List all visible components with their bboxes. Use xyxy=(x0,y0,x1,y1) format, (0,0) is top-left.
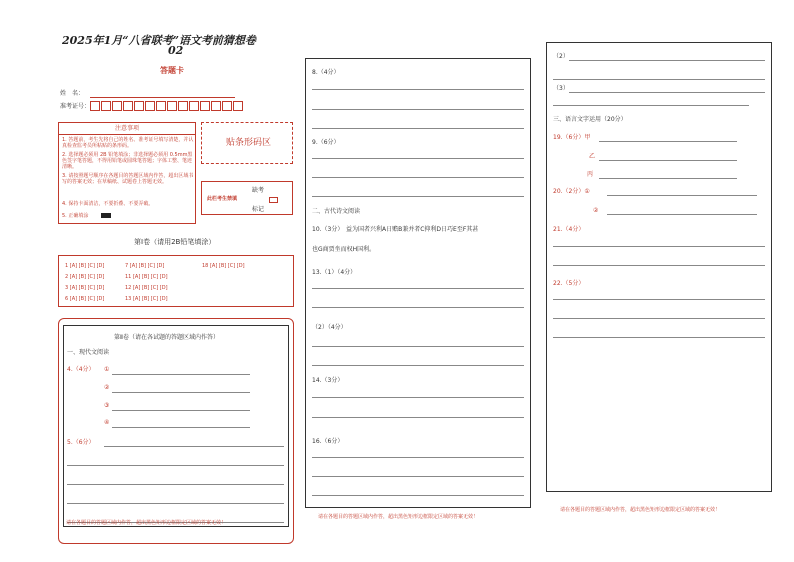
section-classical: 二、古代诗文阅读 xyxy=(312,208,361,215)
notice-item-4: 4. 保持卡面清洁，不要折叠、不要弄破。 xyxy=(62,201,154,207)
mc-row-12[interactable]: 12 [A] [B] [C] [D] xyxy=(125,285,168,291)
q13-1-line-1[interactable] xyxy=(312,288,524,289)
q16-line-2[interactable] xyxy=(312,476,524,477)
q9-line-3[interactable] xyxy=(312,196,524,197)
q5-line-1[interactable] xyxy=(104,446,284,447)
notice-item-3: 3. 请按照题号顺序在各题目的答题区域内作答，超出区域书写的答案无效；在草稿纸、试题卷上答题无效。 xyxy=(62,173,194,185)
mc-row-1[interactable]: 1 [A] [B] [C] [D] xyxy=(65,263,105,269)
q9-line-2[interactable] xyxy=(312,177,524,178)
q20-item-2: ② xyxy=(593,207,599,214)
part1-box xyxy=(58,255,294,307)
q5-line-3[interactable] xyxy=(67,484,284,485)
q8-line-2[interactable] xyxy=(312,109,524,110)
q8-line-3[interactable] xyxy=(312,128,524,129)
mc-row-11[interactable]: 11 [A] [B] [C] [D] xyxy=(125,274,168,280)
part1-title: 第Ⅰ卷（请用2B铅笔填涂） xyxy=(134,238,216,246)
q10-label: 10.（3分） xyxy=(312,226,344,233)
section-language-use: 三、语言文字运用（20分） xyxy=(553,116,627,123)
mc-row-6[interactable]: 6 [A] [B] [C] [D] xyxy=(65,296,105,302)
q4-label: 4.（4分） xyxy=(67,366,95,373)
q19-bing-label: 丙 xyxy=(587,171,594,178)
mc-row-2[interactable]: 2 [A] [B] [C] [D] xyxy=(65,274,105,280)
q4-item-2: ② xyxy=(104,384,110,391)
notice-item-5: 5. 正确填涂 xyxy=(62,213,89,219)
notice-item-2: 2. 选择题必须用 2B 铅笔填涂；非选择题必须用 0.5mm黑色签字笔答题，不得用铅笔或圆珠笔答题；字体工整、笔迹清晰。 xyxy=(62,152,193,170)
q4-line-2[interactable] xyxy=(112,392,250,393)
absent-note: 此栏考生禁填 xyxy=(207,196,238,202)
barcode-label: 贴条形码区 xyxy=(226,138,272,148)
q10-text-1: 益为国者兴利A日赡B兼并者C抑利D日巧E至F其甚 xyxy=(346,226,479,233)
q21-line-2[interactable] xyxy=(553,265,765,266)
q13-1-label: 13.（1）（4分） xyxy=(312,269,357,276)
absent-checkbox[interactable] xyxy=(269,197,278,203)
q4-item-1: ① xyxy=(104,366,110,373)
q14-label: 14.（3分） xyxy=(312,377,344,384)
q13-2-line-2[interactable] xyxy=(312,365,524,366)
fill-sample xyxy=(101,213,111,218)
absent-mark-label: 标记 xyxy=(252,206,265,213)
notice-title: 注意事项 xyxy=(115,125,140,132)
p3-line-1[interactable] xyxy=(569,92,765,93)
q16-line-1[interactable] xyxy=(312,457,524,458)
q4-item-3: ③ xyxy=(104,402,110,409)
q14-line-2[interactable] xyxy=(312,417,524,418)
q4-line-4[interactable] xyxy=(112,427,250,428)
q19-yi-label: 乙 xyxy=(589,153,596,160)
p2-label: （2） xyxy=(553,53,569,60)
q14-line-1[interactable] xyxy=(312,397,524,398)
right-warning: 请在各题目的答题区域内作答，超出黑色矩形边框限定区域的答案无效！ xyxy=(560,507,721,513)
q22-line-1[interactable] xyxy=(553,299,765,300)
id-cells[interactable] xyxy=(90,101,242,111)
q10-text-2: 也G商贾坐而权H国利。 xyxy=(312,246,376,253)
q4-line-3[interactable] xyxy=(112,410,250,411)
barcode-area xyxy=(201,122,293,164)
q4-line-1[interactable] xyxy=(112,374,250,375)
mc-row-3[interactable]: 3 [A] [B] [C] [D] xyxy=(65,285,105,291)
q19-label: 19.（6分）甲 xyxy=(553,134,591,141)
page-subtitle: 02 xyxy=(168,44,184,57)
absent-label: 缺考 xyxy=(252,187,265,194)
q22-line-2[interactable] xyxy=(553,318,765,319)
q4-item-4: ④ xyxy=(104,419,110,426)
p2-line-1[interactable] xyxy=(569,60,765,61)
q16-line-3[interactable] xyxy=(312,495,524,496)
q19-line-a[interactable] xyxy=(599,141,737,142)
middle-warning: 请在各题目的答题区域内作答，超出黑色矩形边框限定区域的答案无效！ xyxy=(318,514,479,520)
notice-item-1: 1. 答题前，考生先将自己的姓名、准考证号填写清楚，并认真检查监考员所粘贴的条形码。 xyxy=(62,137,194,149)
page-title: 2025年1月“八省联考”语文考前猜想卷 xyxy=(62,34,256,47)
q13-2-line-1[interactable] xyxy=(312,346,524,347)
q13-1-line-2[interactable] xyxy=(312,307,524,308)
q5-line-2[interactable] xyxy=(67,465,284,466)
id-label: 准考证号： xyxy=(60,103,91,110)
q22-label: 22.（5分） xyxy=(553,280,585,287)
p2-line-2[interactable] xyxy=(553,79,765,80)
middle-box xyxy=(305,58,531,508)
card-label: 答题卡 xyxy=(160,66,184,75)
mc-row-13[interactable]: 13 [A] [B] [C] [D] xyxy=(125,296,168,302)
notice-box xyxy=(58,122,196,224)
q16-label: 16.（6分） xyxy=(312,438,344,445)
p3-label: （3） xyxy=(553,85,569,92)
part2-title: 第Ⅱ卷（请在各试题的答题区域内作答） xyxy=(114,334,219,341)
q5-label: 5.（6分） xyxy=(67,439,95,446)
q8-line-1[interactable] xyxy=(312,89,524,90)
p3-line-2[interactable] xyxy=(553,105,749,106)
q20-label: 20.（2分）① xyxy=(553,188,590,195)
q22-line-3[interactable] xyxy=(553,337,765,338)
name-label: 姓 名： xyxy=(60,90,85,97)
q9-line-1[interactable] xyxy=(312,158,524,159)
absent-box xyxy=(201,181,293,215)
q21-line-1[interactable] xyxy=(553,246,765,247)
name-field[interactable] xyxy=(90,97,235,98)
part2-warning: 请在各题目的答题区域内作答，超出黑色矩形边框限定区域的答案无效！ xyxy=(66,520,227,526)
part2-inner xyxy=(63,325,289,527)
q21-label: 21.（4分） xyxy=(553,226,585,233)
mc-row-18[interactable]: 18 [A] [B] [C] [D] xyxy=(202,263,245,269)
mc-row-7[interactable]: 7 [A] [B] [C] [D] xyxy=(125,263,165,269)
q8-label: 8.（4分） xyxy=(312,69,340,76)
q20-line-2[interactable] xyxy=(607,214,757,215)
section-modern-reading: 一、现代文阅读 xyxy=(67,349,110,356)
q19-line-b[interactable] xyxy=(599,160,737,161)
right-box xyxy=(546,42,772,492)
q20-line-1[interactable] xyxy=(607,195,757,196)
q5-line-4[interactable] xyxy=(67,503,284,504)
q19-line-c[interactable] xyxy=(599,178,737,179)
q13-2-label: （2）（4分） xyxy=(312,324,347,331)
q9-label: 9.（6分） xyxy=(312,139,340,146)
